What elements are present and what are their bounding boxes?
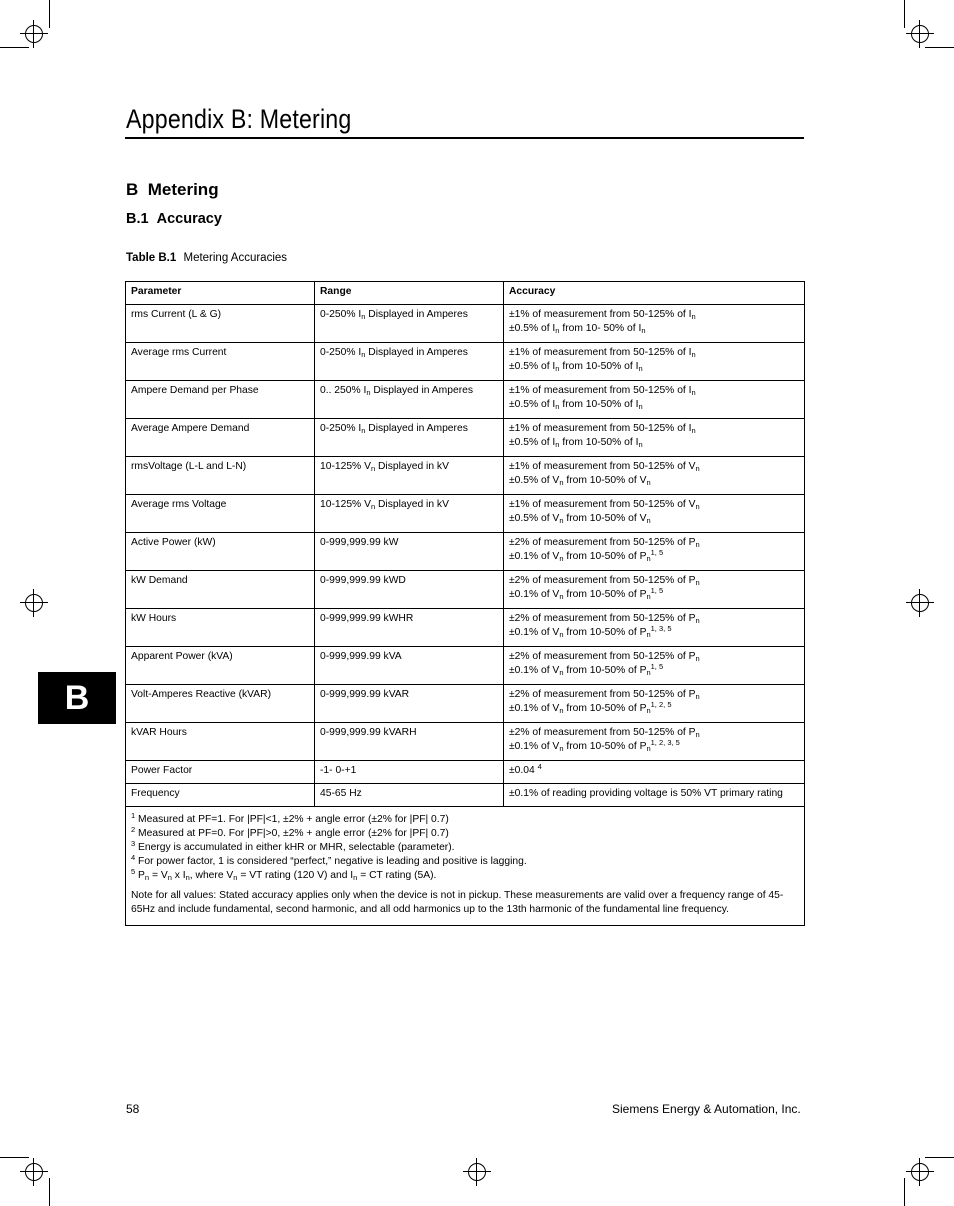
subscript: n (695, 615, 700, 625)
table-row (126, 722, 805, 760)
footnote-text: Measured at PF=1. For |PF|<1, ±2% + angle error (±2% for |PF| 0.7) (138, 813, 449, 825)
subscript: n (646, 630, 651, 639)
text-run: ±1% of measurement from 50-125% of I (509, 422, 692, 434)
range-cell (315, 570, 504, 608)
text-run: = VT rating (120 V) and I (237, 869, 354, 881)
text-run: ±0.5% of V (509, 513, 560, 524)
range-cell (315, 760, 504, 783)
range-cell (315, 722, 504, 760)
footnote-number: 2 (131, 824, 136, 834)
text-run: ±0.1% of V (509, 703, 560, 714)
footnote (131, 824, 799, 841)
crop-mark (904, 1178, 905, 1206)
footnote-text: Energy is accumulated in either kHR or MHR, selectable (parameter). (138, 841, 455, 853)
crop-mark (904, 0, 905, 28)
accuracy-line (509, 588, 799, 603)
footnote-ref: 1, 5 (650, 548, 664, 557)
subscript: n (559, 516, 564, 525)
table-row (126, 342, 805, 380)
text-run: = CT rating (5A). (357, 869, 437, 881)
accuracy-line (509, 512, 799, 527)
table-row (126, 783, 805, 806)
subscript: n (555, 326, 560, 335)
text-run: ±0.1% of V (509, 741, 560, 752)
text-run: from 10-50% of I (559, 437, 639, 448)
subscript: n (559, 630, 564, 639)
text-run: ±0.1% of V (509, 589, 560, 600)
accuracy-line (509, 626, 799, 641)
table-row (126, 456, 805, 494)
range-cell (315, 646, 504, 684)
accuracy-cell (504, 494, 805, 532)
text-run: ±2% of measurement from 50-125% of P (509, 688, 696, 700)
subscript: n (370, 501, 376, 511)
section-number: B (126, 180, 139, 199)
table-row (126, 608, 805, 646)
notes-row (126, 806, 805, 925)
text-run: Displayed in kV (375, 460, 449, 472)
text-run: from 10-50% of V (563, 475, 647, 486)
parameter-cell: Power Factor (126, 760, 315, 783)
parameter-cell: Ampere Demand per Phase (126, 380, 315, 418)
registration-mark-icon (20, 1158, 48, 1186)
table-header-row (126, 282, 805, 305)
footnote-text: Measured at PF=0. For |PF|>0, ±2% + angle error (±2% for |PF| 0.7) (138, 827, 449, 839)
subsection-title: Accuracy (156, 211, 222, 227)
subscript: n (559, 668, 564, 677)
accuracy-cell (504, 532, 805, 570)
parameter-cell: rmsVoltage (L-L and L-N) (126, 456, 315, 494)
subscript: n (641, 326, 646, 335)
text-run: from 10-50% of I (559, 361, 639, 372)
text-run: ±1% of measurement from 50-125% of V (509, 460, 696, 472)
text-run: ±0.5% of I (509, 361, 556, 372)
accuracy-cell (504, 608, 805, 646)
text-run: = V (149, 869, 168, 881)
subscript: n (638, 364, 643, 373)
text-run: from 10- 50% of I (559, 323, 642, 334)
subscript: n (691, 425, 696, 435)
parameter-cell: Average rms Current (126, 342, 315, 380)
accuracy-line (509, 761, 799, 779)
column-header: Accuracy (504, 282, 805, 305)
table-caption-text: Metering Accuracies (183, 252, 288, 264)
subscript: n (695, 539, 700, 549)
text-run: 0-250% I (320, 422, 362, 434)
notes-cell (126, 806, 805, 925)
accuracy-cell (504, 570, 805, 608)
accuracy-line (509, 436, 799, 451)
text-run: ±2% of measurement from 50-125% of P (509, 650, 696, 662)
subscript: n (695, 653, 700, 663)
subscript: n (646, 478, 651, 487)
column-header: Range (315, 282, 504, 305)
text-run: 0-250% I (320, 308, 362, 320)
subscript: n (555, 440, 560, 449)
registration-mark-icon (906, 20, 934, 48)
footnote-number: 4 (131, 852, 136, 862)
text-run: ±0.1% of reading providing voltage is 50% VT primary rating (509, 787, 783, 799)
table-row (126, 570, 805, 608)
text-run: from 10-50% of P (563, 665, 647, 676)
footnote-ref: 1, 5 (650, 662, 664, 671)
accuracy-line (509, 474, 799, 489)
text-run: Displayed in Amperes (365, 308, 468, 320)
table-row (126, 418, 805, 456)
footnote (131, 852, 799, 869)
subscript: n (366, 387, 371, 397)
text-run: ±1% of measurement from 50-125% of V (509, 498, 696, 510)
accuracy-cell (504, 380, 805, 418)
subscript: n (185, 872, 190, 882)
subscript: n (695, 691, 700, 701)
registration-mark-icon (463, 1158, 491, 1186)
accuracy-cell (504, 783, 805, 806)
subsection-number: B.1 (126, 211, 149, 227)
text-run: ±0.1% of V (509, 551, 560, 562)
table-row (126, 380, 805, 418)
text-run: from 10-50% of V (563, 513, 647, 524)
subscript: n (361, 425, 366, 435)
text-run: ±2% of measurement from 50-125% of P (509, 536, 696, 548)
subscript: n (695, 463, 700, 473)
text-run: 0-999,999.99 kVAR (320, 688, 410, 700)
text-run: Displayed in kV (375, 498, 449, 510)
subscript: n (646, 744, 651, 753)
subscript: n (555, 364, 560, 373)
table-row (126, 684, 805, 722)
subscript: n (646, 592, 651, 601)
subscript: n (559, 554, 564, 563)
accuracy-cell (504, 684, 805, 722)
text-run: ±0.1% of V (509, 627, 560, 638)
parameter-cell: kW Hours (126, 608, 315, 646)
footnote-number: 1 (131, 810, 136, 820)
general-note: Note for all values: Stated accuracy applies only when the device is not in pickup. These measurements are valid over a frequency range of 45- 65Hz and include fundamental, second harmonic, and all odd harmonics up to the 13th harmonic of the fundamental line frequency. (131, 889, 784, 915)
text-run: from 10-50% of P (563, 627, 647, 638)
text-run: Displayed in Amperes (365, 346, 468, 358)
text-run: 0-999,999.99 kWD (320, 574, 406, 586)
footnote-number: 3 (131, 838, 136, 848)
section-heading (126, 180, 219, 200)
subscript: n (638, 440, 643, 449)
text-run: ±2% of measurement from 50-125% of P (509, 612, 696, 624)
text-run: from 10-50% of I (559, 399, 639, 410)
section-title: Metering (147, 180, 219, 199)
subscript: n (646, 516, 651, 525)
accuracy-line (509, 322, 799, 337)
range-cell (315, 380, 504, 418)
text-run: ±2% of measurement from 50-125% of P (509, 726, 696, 738)
text-run: 0-999,999.99 kVARH (320, 726, 417, 738)
table-caption-label: Table B.1 (126, 252, 177, 264)
text-run: from 10-50% of P (563, 741, 647, 752)
table-row (126, 494, 805, 532)
range-cell (315, 304, 504, 342)
accuracy-cell (504, 304, 805, 342)
parameter-cell: Average Ampere Demand (126, 418, 315, 456)
parameter-cell: Apparent Power (kVA) (126, 646, 315, 684)
footnote-ref: 1, 2, 5 (650, 700, 672, 709)
crop-mark (49, 0, 50, 28)
registration-mark-icon (906, 589, 934, 617)
text-run: 0.. 250% I (320, 384, 367, 396)
subscript: n (646, 706, 651, 715)
title-rule (125, 137, 804, 139)
subscript: n (691, 349, 696, 359)
metering-accuracy-table (125, 281, 805, 926)
text-run: 0-250% I (320, 346, 362, 358)
accuracy-line (509, 398, 799, 413)
accuracy-line (509, 498, 799, 513)
accuracy-cell (504, 722, 805, 760)
text-run: 0-999,999.99 kW (320, 536, 399, 548)
text-run: ±1% of measurement from 50-125% of I (509, 308, 692, 320)
text-run: 10-125% V (320, 460, 371, 472)
accuracy-cell (504, 342, 805, 380)
subscript: n (559, 706, 564, 715)
range-cell (315, 608, 504, 646)
accuracy-cell (504, 646, 805, 684)
footnote-text (138, 870, 436, 881)
table-row (126, 646, 805, 684)
subscript: n (361, 311, 366, 321)
subscript: n (233, 872, 238, 882)
subsection-heading (126, 211, 222, 227)
range-cell (315, 783, 504, 806)
parameter-cell: kW Demand (126, 570, 315, 608)
text-run: ±0.1% of V (509, 665, 560, 676)
page-title: Appendix B: Metering (126, 104, 352, 134)
subscript: n (638, 402, 643, 411)
accuracy-cell (504, 760, 805, 783)
text-run: from 10-50% of P (563, 703, 647, 714)
text-run: 45-65 Hz (320, 787, 362, 799)
text-run: from 10-50% of P (563, 551, 647, 562)
parameter-cell: Active Power (kW) (126, 532, 315, 570)
appendix-tab: B (38, 672, 116, 724)
text-run: ±0.5% of I (509, 399, 556, 410)
subscript: n (370, 463, 376, 473)
subscript: n (144, 872, 150, 882)
accuracy-line (509, 422, 799, 437)
range-cell (315, 456, 504, 494)
text-run: P (138, 869, 145, 881)
footnote-ref: 1, 5 (650, 586, 664, 595)
accuracy-line (509, 787, 799, 802)
footnote-ref: 1, 2, 3, 5 (650, 738, 680, 747)
subscript: n (691, 387, 696, 397)
registration-mark-icon (906, 1158, 934, 1186)
parameter-cell: Average rms Voltage (126, 494, 315, 532)
parameter-cell: Frequency (126, 783, 315, 806)
parameter-cell: rms Current (L & G) (126, 304, 315, 342)
footnote (131, 838, 799, 855)
range-cell (315, 532, 504, 570)
footnote-text: For power factor, 1 is considered “perfect,” negative is leading and positive is lagging. (138, 855, 527, 867)
subscript: n (646, 554, 651, 563)
subscript: n (695, 501, 700, 511)
table-row (126, 532, 805, 570)
accuracy-line (509, 664, 799, 679)
page-number: 58 (126, 1102, 140, 1116)
accuracy-line (509, 360, 799, 375)
subscript: n (559, 478, 564, 487)
subscript: n (695, 729, 700, 739)
table-row (126, 304, 805, 342)
accuracy-line (509, 346, 799, 361)
table-caption (126, 252, 287, 264)
accuracy-line (509, 460, 799, 475)
text-run: x I (171, 869, 186, 881)
subscript: n (646, 668, 651, 677)
registration-mark-icon (20, 589, 48, 617)
footnote (131, 810, 799, 827)
subscript: n (695, 577, 700, 587)
text-run: 0-999,999.99 kVA (320, 650, 402, 662)
text-run: ±2% of measurement from 50-125% of P (509, 574, 696, 586)
subscript: n (167, 872, 172, 882)
accuracy-line (509, 550, 799, 565)
text-run: ±0.04 (509, 764, 535, 776)
parameter-cell: kVAR Hours (126, 722, 315, 760)
text-run: ±1% of measurement from 50-125% of I (509, 346, 692, 358)
text-run: 0-999,999.99 kWHR (320, 612, 414, 624)
text-run: , where V (189, 869, 234, 881)
range-cell (315, 684, 504, 722)
column-header: Parameter (126, 282, 315, 305)
accuracy-line (509, 702, 799, 717)
text-run: ±0.5% of V (509, 475, 560, 486)
subscript: n (691, 311, 696, 321)
subscript: n (555, 402, 560, 411)
table-row (126, 760, 805, 783)
registration-mark-icon (20, 20, 48, 48)
accuracy-line (509, 308, 799, 323)
subscript: n (559, 592, 564, 601)
subscript: n (353, 872, 358, 882)
footnote (131, 866, 799, 883)
accuracy-line (509, 740, 799, 755)
accuracy-line (509, 384, 799, 399)
footnote-ref: 4 (537, 761, 542, 771)
text-run: ±1% of measurement from 50-125% of I (509, 384, 692, 396)
text-run: ±0.5% of I (509, 437, 556, 448)
text-run: Displayed in Amperes (370, 384, 473, 396)
parameter-cell: Volt-Amperes Reactive (kVAR) (126, 684, 315, 722)
range-cell (315, 342, 504, 380)
text-run: Displayed in Amperes (365, 422, 468, 434)
footnote-number: 5 (131, 866, 136, 876)
text-run: ±0.5% of I (509, 323, 556, 334)
subscript: n (361, 349, 366, 359)
range-cell (315, 418, 504, 456)
footnote-ref: 1, 3, 5 (650, 624, 672, 633)
range-cell (315, 494, 504, 532)
text-run: 10-125% V (320, 498, 371, 510)
text-run: -1- 0-+1 (320, 764, 357, 776)
footer-company: Siemens Energy & Automation, Inc. (612, 1102, 801, 1116)
accuracy-cell (504, 456, 805, 494)
text-run: from 10-50% of P (563, 589, 647, 600)
subscript: n (559, 744, 564, 753)
crop-mark (49, 1178, 50, 1206)
accuracy-cell (504, 418, 805, 456)
